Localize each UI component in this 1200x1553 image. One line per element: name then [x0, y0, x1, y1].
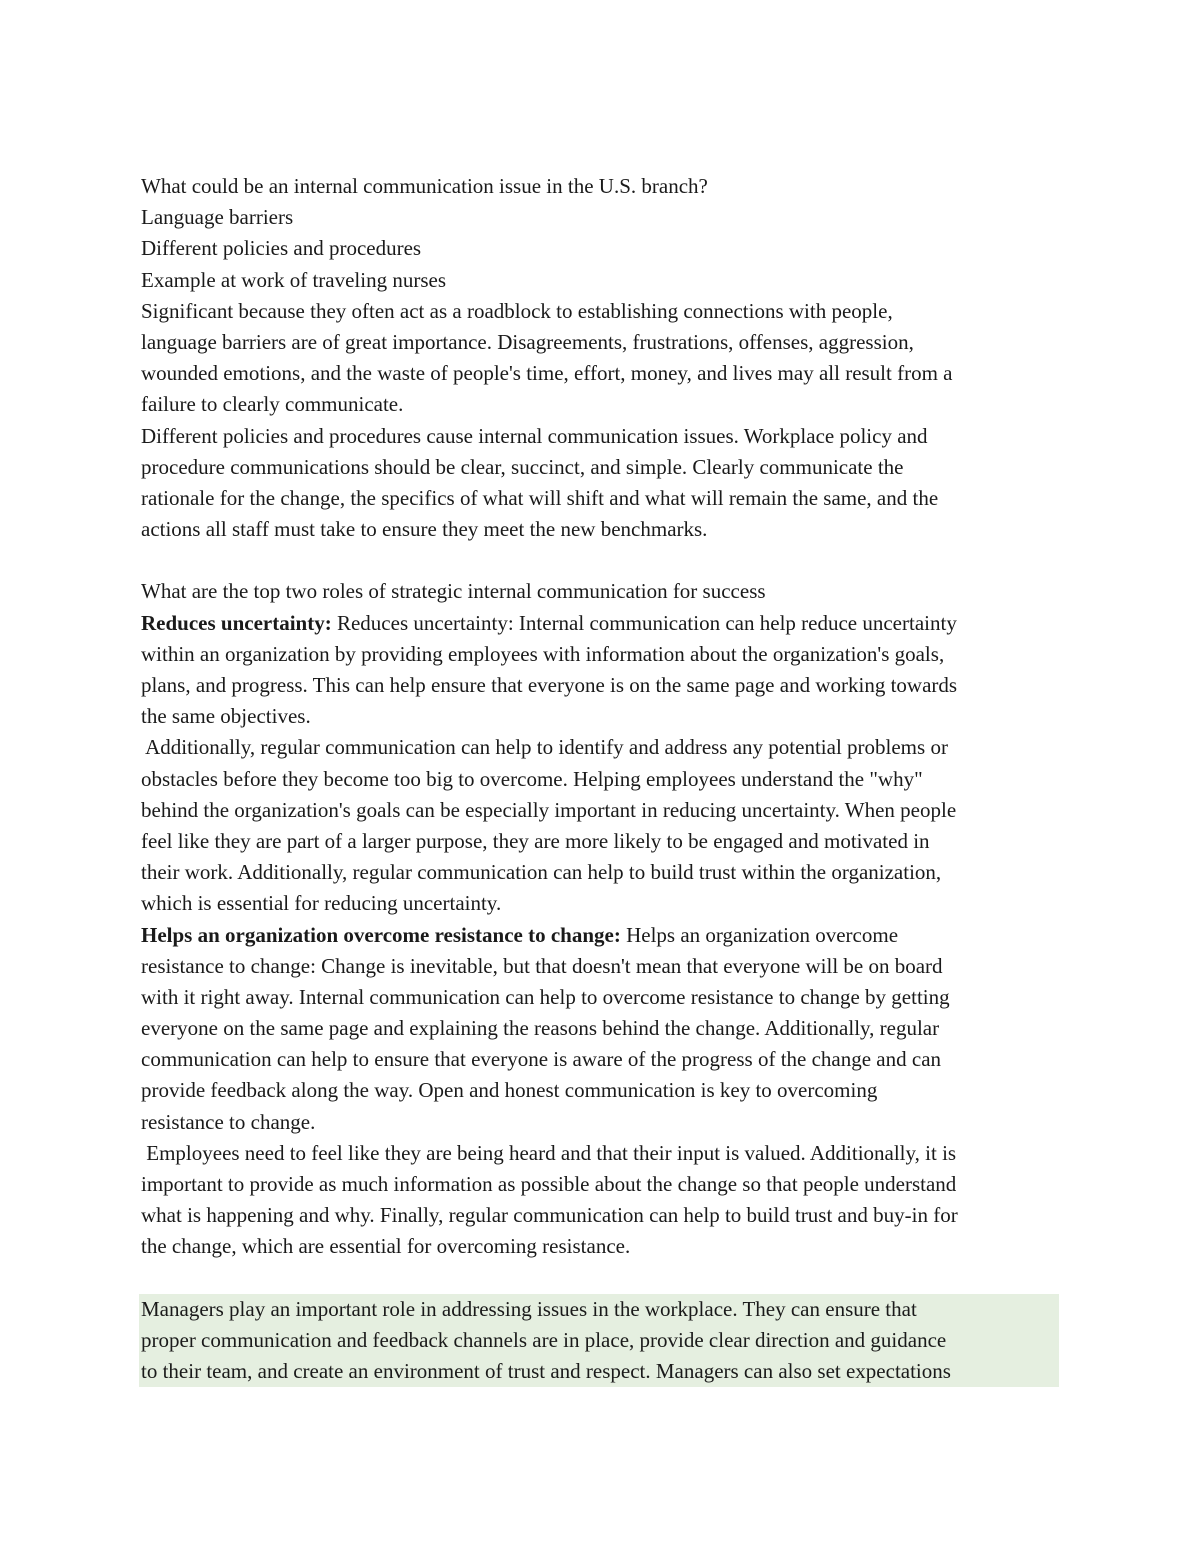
text-line: within an organization by providing employees with information about the organization's goals,: [141, 641, 945, 666]
list-item-traveling-nurses: Example at work of traveling nurses: [141, 267, 446, 292]
text-line: [141, 920, 1061, 951]
heading-reduces-uncertainty: Reduces uncertainty:: [141, 610, 332, 635]
paragraph-reduces-uncertainty: [141, 608, 1061, 733]
text-line: the change, which are essential for overcoming resistance.: [141, 1234, 631, 1259]
text-line: with it right away. Internal communication can help to overcome resistance to change by getting: [141, 984, 950, 1009]
paragraph-language-barriers: [141, 296, 1061, 421]
heading-overcome-resistance: Helps an organization overcome resistance to change:: [141, 922, 621, 947]
text-line: language barriers are of great importance. Disagreements, frustrations, offenses, aggression,: [141, 329, 914, 354]
text-line: behind the organization's goals can be especially important in reducing uncertainty. When people: [141, 797, 957, 822]
paragraph-policies-procedures: [141, 421, 1061, 546]
text-line: communication can help to ensure that everyone is aware of the progress of the change and can: [141, 1047, 942, 1072]
text-line: resistance to change: Change is inevitable, but that doesn't mean that everyone will be on board: [141, 953, 943, 978]
text-line: feel like they are part of a larger purpose, they are more likely to be engaged and motivated in: [141, 828, 930, 853]
list-item-policies-procedures: Different policies and procedures: [141, 236, 422, 261]
text-line: which is essential for reducing uncertainty.: [141, 891, 502, 916]
blank-line: [141, 545, 1061, 576]
text-line: important to provide as much information as possible about the change so that people understand: [141, 1172, 957, 1196]
paragraph-reduces-uncertainty-extra: [141, 732, 1061, 919]
text-line: what is happening and why. Finally, regular communication can help to build trust and buy-in for: [141, 1203, 958, 1228]
document-body: [141, 171, 1061, 1387]
question-top-two-roles: What are the top two roles of strategic internal communication for success: [141, 579, 766, 604]
text-line: Managers play an important role in addressing issues in the workplace. They can ensure that: [141, 1296, 917, 1321]
text-line: plans, and progress. This can help ensure that everyone is on the same page and working towards: [141, 673, 958, 697]
text-line: [141, 608, 1061, 639]
text-line: actions all staff must take to ensure they meet the new benchmarks.: [141, 517, 708, 542]
blank-line: [141, 1263, 1061, 1294]
text-line: rationale for the change, the specifics of what will shift and what will remain the same, and the: [141, 485, 939, 510]
text-run: Helps an organization overcome: [620, 922, 899, 947]
paragraph-overcome-resistance-extra: [141, 1138, 1061, 1263]
text-line: Employees need to feel like they are being heard and that their input is valued. Additionally, it is: [141, 1140, 957, 1165]
text-line: Significant because they often act as a roadblock to establishing connections with people,: [141, 298, 893, 323]
text-line: wounded emotions, and the waste of people's time, effort, money, and lives may all result from a: [141, 361, 953, 386]
paragraph-overcome-resistance: [141, 920, 1061, 1138]
text-line: procedure communications should be clear, succinct, and simple. Clearly communicate the: [141, 454, 904, 479]
text-line: failure to clearly communicate.: [141, 392, 404, 417]
text-line: everyone on the same page and explaining the reasons behind the change. Additionally, regular: [141, 1016, 940, 1041]
text-line: resistance to change.: [141, 1109, 316, 1134]
text-line: proper communication and feedback channels are in place, provide clear direction and guidance: [141, 1327, 947, 1352]
text-line: their work. Additionally, regular communication can help to build trust within the organization,: [141, 860, 942, 885]
highlighted-paragraph-managers: [139, 1294, 1059, 1388]
text-line: Additionally, regular communication can help to identify and address any potential problems or: [141, 735, 948, 760]
text-line: the same objectives.: [141, 704, 311, 729]
text-line: obstacles before they become too big to overcome. Helping employees understand the "why": [141, 766, 923, 791]
text-line: provide feedback along the way. Open and honest communication is key to overcoming: [141, 1078, 878, 1103]
list-item-language-barriers: Language barriers: [141, 205, 294, 230]
question-internal-communication-issue: What could be an internal communication issue in the U.S. branch?: [141, 174, 708, 198]
text-line: Different policies and procedures cause internal communication issues. Workplace policy and: [141, 423, 928, 448]
text-run: Reduces uncertainty: Internal communication can help reduce uncertainty: [331, 610, 957, 635]
text-line: to their team, and create an environment of trust and respect. Managers can also set expectations: [141, 1359, 951, 1384]
